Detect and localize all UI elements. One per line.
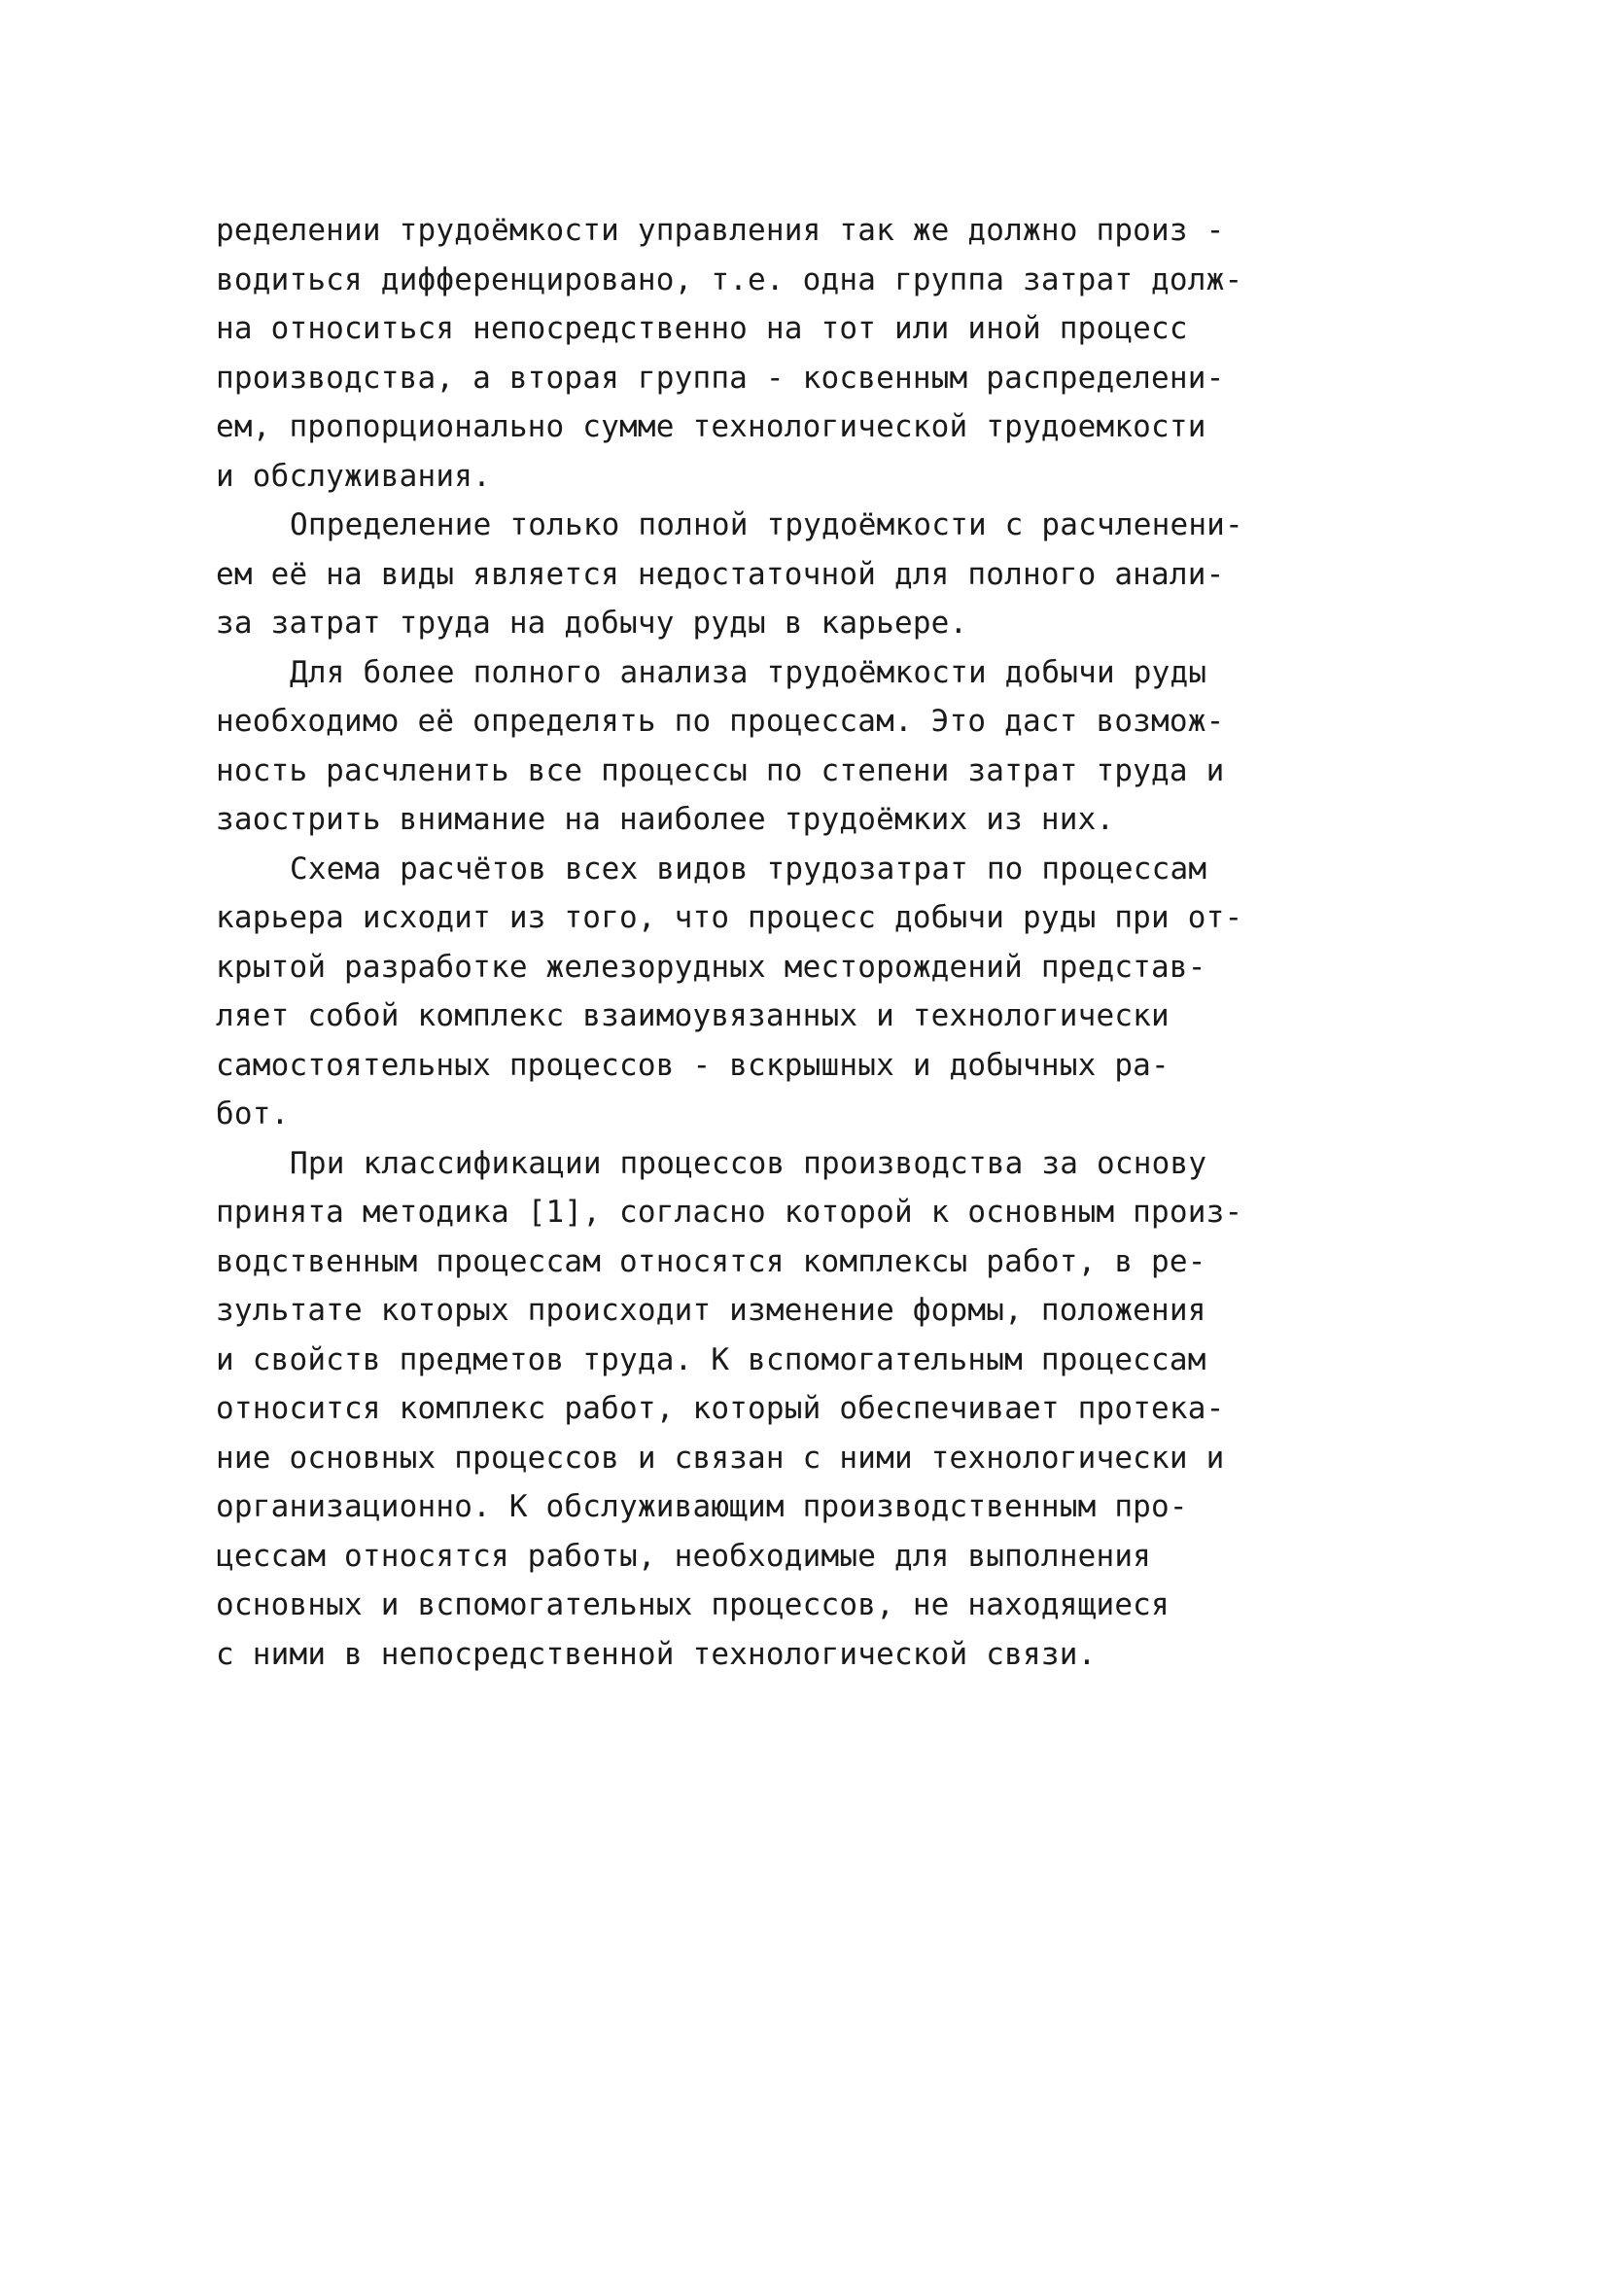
text-line: самостоятельных процессов - вскрышных и добычных ра- [216,1047,1170,1083]
text-line: Для более полного анализа трудоёмкости добычи руды [290,654,1207,690]
text-line: ние основных процессов и связан с ними технологически и [216,1440,1225,1476]
text-line: ределении трудоёмкости управления так же должно произ - [216,213,1225,248]
text-line: карьера исходит из того, что процесс добычи руды при от- [216,900,1243,935]
text-line: с ними в непосредственной технологической связи. [216,1636,1097,1672]
text-line: бот. [216,1096,290,1131]
text-line: и обслуживания. [216,458,491,494]
text-line: принята методика [1], согласно которой к основным произ- [216,1195,1243,1230]
text-line: ем, пропорционально сумме технологической трудоемкости [216,409,1206,444]
text-line: ляет собой комплекс взаимоувязанных и технологически [216,998,1170,1033]
text-line: организационно. К обслуживающим производственным про- [216,1489,1188,1524]
text-line: При классификации процессов производства за основу [290,1145,1207,1181]
text-line: зультате которых происходит изменение формы, положения [216,1293,1206,1328]
text-line: водиться дифференцировано, т.е. одна группа затрат долж- [216,261,1243,297]
text-line: крытой разработке железорудных месторождений представ- [216,949,1206,985]
text-line: Схема расчётов всех видов трудозатрат по процессам [290,851,1207,887]
text-line: относится комплекс работ, который обеспечивает протека- [216,1391,1225,1426]
text-line: ем её на виды является недостаточной для полного анали- [216,556,1225,592]
text-line: необходимо её определять по процессам. Это даст возмож- [216,704,1225,739]
text-line: производства, а вторая группа - косвенным распределени- [216,360,1225,396]
text-line: на относиться непосредственно на тот или иной процесс [216,311,1188,346]
text-line: ность расчленить все процессы по степени затрат труда и [216,752,1225,788]
text-line: водственным процессам относятся комплексы работ, в ре- [216,1243,1206,1279]
text-line: за затрат труда на добычу руды в карьере. [216,606,968,641]
text-line: основных и вспомогательных процессов, не находящиеся [216,1587,1170,1622]
body-text [216,206,1412,1679]
text-line: цессам относятся работы, необходимые для выполнения [216,1538,1152,1574]
text-line: заострить внимание на наиболее трудоёмких из них. [216,802,1115,837]
text-line: Определение только полной трудоёмкости с расчленени- [290,507,1243,542]
text-line: и свойств предметов труда. К вспомогательным процессам [216,1341,1206,1377]
